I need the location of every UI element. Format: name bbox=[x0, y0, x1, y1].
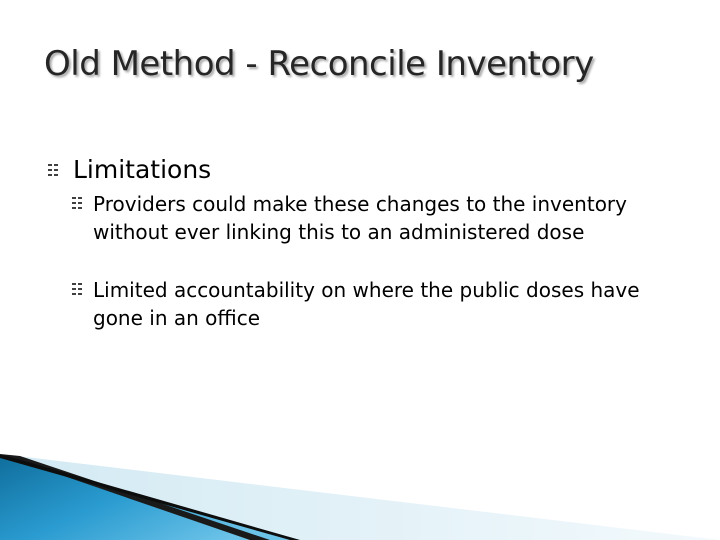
bullet-icon bbox=[72, 197, 82, 209]
sub-bullet-accountability bbox=[72, 276, 672, 332]
slide-title: Old Method - Reconcile Inventory bbox=[44, 44, 594, 84]
sub-bullet-providers bbox=[72, 190, 672, 246]
corner-decoration bbox=[0, 440, 720, 540]
sub-bullet-text: Limited accountability on where the public doses have gone in an office bbox=[93, 278, 640, 330]
bullet-text: Limitations bbox=[73, 155, 212, 184]
sub-bullet-text: Providers could make these changes to the inventory without ever linking this to an administered dose bbox=[93, 192, 627, 244]
bullet-icon bbox=[72, 283, 82, 295]
bullet-icon bbox=[48, 164, 58, 176]
